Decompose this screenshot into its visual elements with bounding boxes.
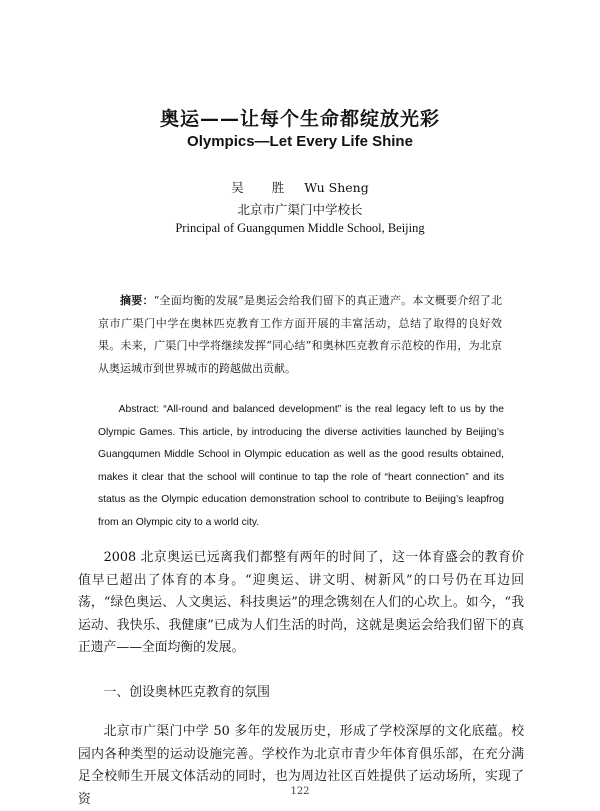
affiliation-chinese: 北京市广渠门中学校长 [237, 202, 363, 217]
author-chinese-name: 吴 胜 [231, 180, 297, 195]
author-line [0, 178, 600, 196]
title-chinese: 奥运——让每个生命都绽放光彩 [159, 108, 440, 130]
abstract-english-text: “All-round and balanced development” is the real legacy left to us by the Olympic Games. This article, by introducing the diverse activities launched by Beijing’s Guangqumen Middle School in Olympic education as well as the good results obtained, makes it clear that the school will continue to tap the role of “heart connection” and its status as the Olympic education demonstration school to contribute to Beijing’s leapfrog from an Olympic city to a world city. [98, 404, 504, 528]
section-heading: 一、创设奥林匹克教育的氛围 [103, 685, 270, 700]
affiliation-english: Principal of Guangqumen Middle School, Beijing [175, 221, 425, 235]
abstract-chinese-label: 摘要： [120, 294, 154, 307]
author-english-name: Wu Sheng [304, 180, 369, 195]
abstract-english-label: Abstract: [118, 404, 160, 415]
body-paragraph-2: 北京市广渠门中学 50 多年的发展历史，形成了学校深厚的文化底蕴。校园内各种类型的运动设施完善。学校作为北京市青少年体育俱乐部，在充分满足全校师生开展文体活动的同时，也为周边社区百姓提供了运动场所，实现了资 [78, 724, 524, 807]
title-english: Olympics—Let Every Life Shine [187, 133, 413, 150]
abstract-chinese-text: “全面均衡的发展”是奥运会给我们留下的真正遗产。本文概要介绍了北京市广渠门中学在奥林匹克教育工作方面开展的丰富活动，总结了取得的良好效果。未来，广渠门中学将继续发挥“同心结”和奥林匹克教育示范校的作用，为北京从奥运城市到世界城市的跨越做出贡献。 [98, 294, 502, 375]
abstract-chinese [98, 290, 502, 380]
abstract-english [98, 399, 504, 534]
body-paragraph-1: 2008 北京奥运已远离我们都整有两年的时间了，这一体育盛会的教育价值早已超出了体育的本身。“迎奥运、讲文明、树新风”的口号仍在耳边回荡，“绿色奥运、人文奥运、科技奥运”的理念镌刻在人们的心坎上。如今，“我运动、我快乐、我健康”已成为人们生活的时尚，这就是奥运会给我们留下的真正遗产——全面均衡的发展。 [78, 550, 524, 655]
page-number: 122 [290, 786, 310, 797]
